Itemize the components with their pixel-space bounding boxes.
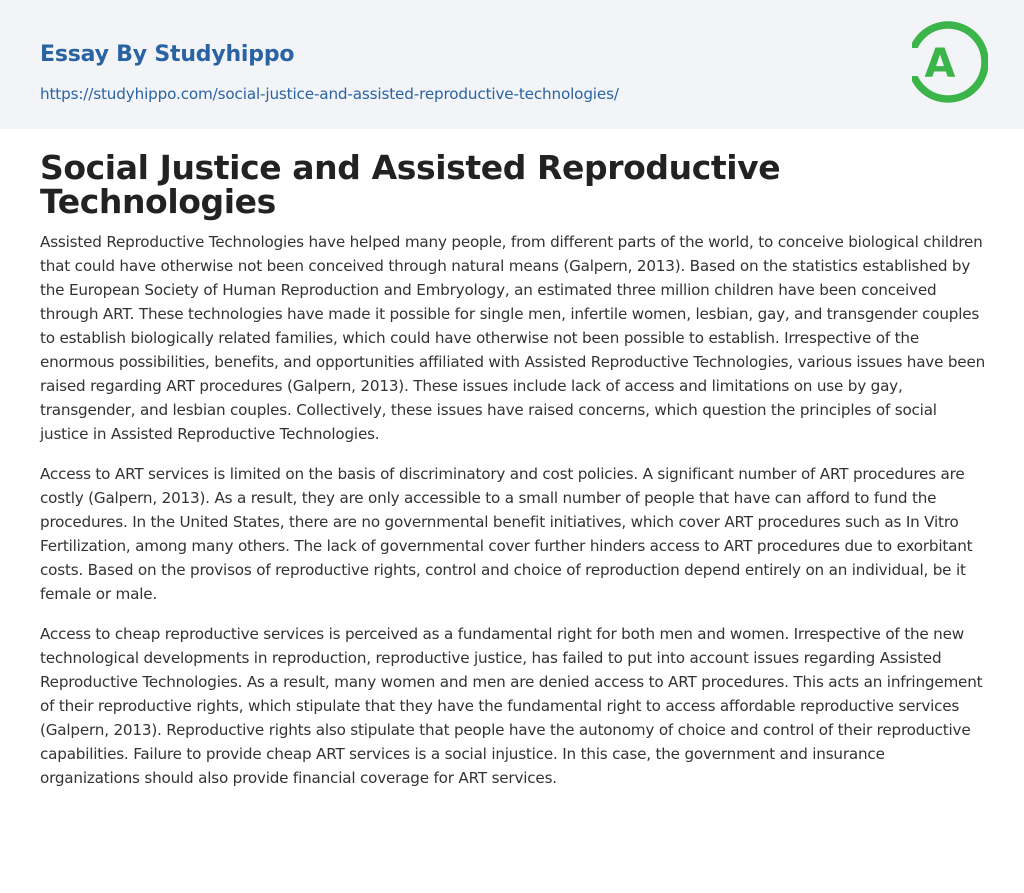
- essay-content: [40, 148, 988, 790]
- logo-a-icon: [912, 19, 988, 105]
- logo[interactable]: [912, 19, 988, 105]
- essay-paragraph: Access to ART services is limited on the basis of discriminatory and cost policies. A significant number of ART procedures are costly (Galpern, 2013). As a result, they are only accessible to a small number of people that have can afford to fund the procedures. In the United States, there are no governmental benefit initiatives, which cover ART procedures such as In Vitro Fertilization, among many others. The lack of governmental cover further hinders access to ART procedures due to exorbitant costs. Based on the provisos of reproductive rights, control and choice of reproduction depend entirely on an individual, be it female or male.: [40, 465, 973, 603]
- essay-title: Social Justice and Assisted Reproductive Technologies: [40, 148, 781, 221]
- essay-paragraph: Assisted Reproductive Technologies have helped many people, from different parts of the world, to conceive biological children that could have otherwise not been conceived through natural means (Galpern, 2013). Based on the statistics established by the European Society of Human Reproduction and Embryology, an estimated three million children have been conceived through ART. These technologies have made it possible for single men, infertile women, lesbian, gay, and transgender couples to establish biologically related families, which could have otherwise not been possible to establish. Irrespective of the enormous possibilities, benefits, and opportunities affiliated with Assisted Reproductive Technologies, various issues have been raised regarding ART procedures (Galpern, 2013). These issues include lack of access and limitations on use by gay, transgender, and lesbian couples. Collectively, these issues have raised concerns, which question the principles of social justice in Assisted Reproductive Technologies.: [40, 233, 986, 443]
- essay-paragraph: Access to cheap reproductive services is perceived as a fundamental right for both men and women. Irrespective of the new technological developments in reproduction, reproductive justice, has failed to put into account issues regarding Assisted Reproductive Technologies. As a result, many women and men are denied access to ART procedures. This acts an infringement of their reproductive rights, which stipulate that they have the fundamental right to access affordable reproductive services (Galpern, 2013). Reproductive rights also stipulate that people have the autonomy of choice and control of their reproductive capabilities. Failure to provide cheap ART services is a social injustice. In this case, the government and insurance organizations should also provide financial coverage for ART services.: [40, 625, 983, 787]
- site-header: [0, 0, 1024, 129]
- site-brand[interactable]: Essay By Studyhippo: [40, 42, 295, 67]
- logo-letter: A: [924, 41, 956, 87]
- essay-url-link[interactable]: https://studyhippo.com/social-justice-and-assisted-reproductive-technologies/: [40, 85, 619, 103]
